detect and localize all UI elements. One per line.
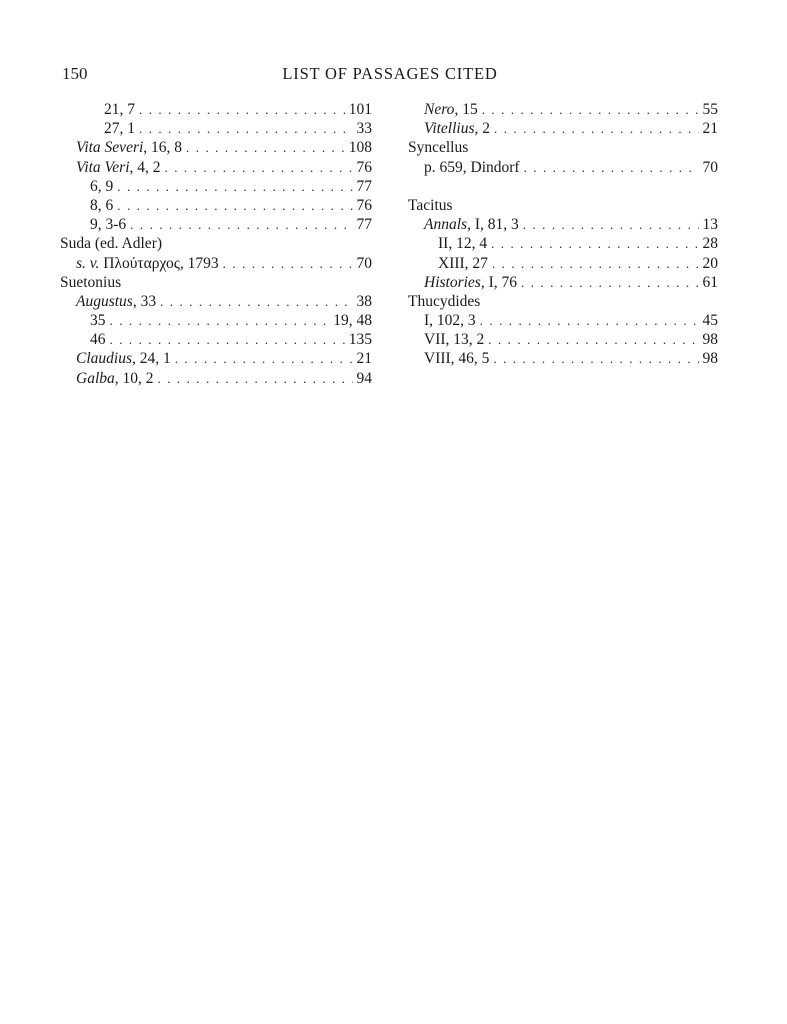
entry-reference	[424, 100, 478, 119]
entry-reference	[424, 158, 520, 177]
dot-leader	[494, 119, 698, 138]
index-heading	[408, 138, 718, 157]
page-reference: 33	[356, 120, 372, 138]
blank-line	[408, 177, 718, 196]
entry-reference	[424, 119, 490, 138]
reference-text: 21, 7	[104, 101, 135, 118]
dot-leader	[480, 311, 699, 330]
index-heading	[60, 234, 372, 253]
reference-text: II, 12, 4	[438, 235, 488, 253]
dot-leader	[223, 254, 353, 273]
reference-text: Πλούταρχος, 1793	[99, 254, 219, 272]
dot-leader	[491, 234, 698, 253]
entry-reference	[90, 311, 106, 330]
index-entry	[408, 311, 718, 330]
reference-text: , I, 76	[480, 273, 518, 291]
index-entry	[60, 177, 372, 196]
page-reference: 21	[356, 350, 372, 368]
dot-leader	[139, 100, 345, 119]
heading-text: Suda (ed. Adler)	[60, 235, 163, 253]
dot-leader	[493, 349, 698, 368]
page-reference: 45	[702, 312, 718, 330]
index-entry	[60, 196, 372, 215]
running-title: LIST OF PASSAGES CITED	[282, 64, 498, 83]
entry-reference	[424, 349, 489, 368]
heading-text: Syncellus	[408, 139, 469, 157]
dot-leader	[524, 158, 699, 177]
dot-leader	[523, 215, 699, 234]
page-reference: 76	[356, 158, 372, 176]
page-reference: 98	[702, 350, 718, 368]
index-entry	[60, 100, 372, 119]
entry-reference	[90, 330, 106, 349]
reference-text: VIII, 46, 5	[424, 350, 490, 368]
index-entry	[408, 273, 718, 292]
page-header	[62, 64, 718, 88]
work-title: Annals	[424, 216, 468, 234]
page-number: 150	[62, 64, 88, 83]
reference-text: p. 659, Dindorf	[424, 158, 520, 176]
heading-text: Tacitus	[408, 196, 453, 214]
entry-reference	[90, 177, 113, 196]
index-entry	[60, 349, 372, 368]
dot-leader	[521, 273, 698, 292]
entry-reference	[76, 158, 161, 177]
reference-text: VII, 13, 2	[424, 331, 485, 349]
index-entry	[60, 215, 372, 234]
index-entry	[408, 349, 718, 368]
reference-text: 8, 6	[90, 196, 114, 214]
heading-text: Thucydides	[408, 292, 481, 310]
reference-text: 27, 1	[104, 120, 135, 138]
entry-reference	[424, 215, 519, 234]
page-reference: 108	[348, 139, 372, 157]
index-entry	[60, 254, 372, 273]
page-reference: 77	[356, 177, 372, 195]
index-entry	[408, 158, 718, 177]
reference-text: , 16, 8	[143, 139, 183, 157]
work-title: Claudius	[76, 350, 132, 368]
dot-leader	[492, 254, 699, 273]
entry-reference	[438, 234, 487, 253]
page-reference: 70	[356, 254, 372, 272]
reference-text: , 24, 1	[131, 350, 171, 368]
reference-text: 6, 9	[90, 177, 114, 195]
index-entry	[60, 311, 372, 330]
page-reference: 101	[348, 101, 372, 118]
page-reference: 70	[702, 158, 718, 176]
index-entry	[408, 330, 718, 349]
reference-text: , 2	[474, 120, 491, 138]
page-reference: 135	[348, 331, 372, 349]
entry-reference	[76, 292, 156, 311]
index-entry	[60, 158, 372, 177]
reference-text: 46	[90, 331, 106, 349]
page-reference: 13	[702, 216, 718, 234]
reference-text: , 4, 2	[129, 158, 161, 176]
dot-leader	[482, 100, 699, 119]
index-entry	[408, 100, 718, 119]
page-reference: 20	[702, 254, 718, 272]
page-reference: 28	[702, 235, 718, 253]
reference-text: XIII, 27	[438, 254, 488, 272]
work-title: Vita Veri	[76, 158, 130, 176]
entry-reference	[424, 311, 476, 330]
page-reference: 38	[356, 292, 372, 310]
work-title: Augustus	[76, 292, 133, 310]
index-entry	[60, 119, 372, 138]
index-entry	[60, 138, 372, 157]
dot-leader	[175, 349, 353, 368]
dot-leader	[130, 215, 352, 234]
entry-reference	[76, 138, 182, 157]
dot-leader	[186, 138, 345, 157]
dot-leader	[110, 311, 330, 330]
work-title: Galba	[76, 369, 115, 387]
index-column-left	[60, 100, 372, 388]
page-reference: 21	[702, 120, 718, 138]
work-title: Histories	[424, 273, 481, 291]
reference-text: , 15	[454, 101, 478, 118]
index-entry	[408, 234, 718, 253]
index-entry	[408, 215, 718, 234]
reference-text: , 10, 2	[114, 369, 154, 387]
dot-leader	[165, 158, 353, 177]
page-reference: 94	[356, 369, 372, 387]
page-reference: 77	[356, 216, 372, 234]
heading-text: Suetonius	[60, 273, 122, 291]
entry-reference	[438, 254, 488, 273]
entry-reference	[76, 254, 219, 273]
page-reference: 61	[702, 273, 718, 291]
page-reference: 19, 48	[333, 312, 372, 330]
reference-text: , I, 81, 3	[467, 216, 519, 234]
entry-reference	[90, 196, 113, 215]
dot-leader	[110, 330, 345, 349]
dot-leader	[488, 330, 698, 349]
index-column-right	[408, 100, 718, 369]
work-title: Vitellius	[424, 120, 475, 138]
page-reference: 98	[702, 331, 718, 349]
entry-reference	[90, 215, 126, 234]
page-reference: 55	[702, 101, 718, 118]
entry-reference	[104, 119, 135, 138]
reference-text: 35	[90, 312, 106, 330]
index-heading	[60, 273, 372, 292]
entry-reference	[424, 273, 517, 292]
reference-text: 9, 3-6	[90, 216, 127, 234]
reference-text: , 33	[132, 292, 157, 310]
dot-leader	[139, 119, 353, 138]
entry-reference	[76, 349, 171, 368]
dot-leader	[158, 369, 353, 388]
entry-reference	[76, 369, 154, 388]
work-title: Vita Severi	[76, 139, 144, 157]
dot-leader	[160, 292, 352, 311]
reference-text: I, 102, 3	[424, 312, 476, 330]
index-entry	[408, 254, 718, 273]
page-reference: 76	[356, 196, 372, 214]
sub-verbo: s. v.	[76, 254, 100, 272]
index-heading	[408, 292, 718, 311]
dot-leader	[117, 177, 352, 196]
index-entry	[408, 119, 718, 138]
entry-reference	[104, 100, 135, 119]
index-entry	[60, 330, 372, 349]
index-entry	[60, 369, 372, 388]
dot-leader	[117, 196, 352, 215]
index-heading	[408, 196, 718, 215]
entry-reference	[424, 330, 484, 349]
index-entry	[60, 292, 372, 311]
work-title: Nero	[424, 101, 455, 118]
